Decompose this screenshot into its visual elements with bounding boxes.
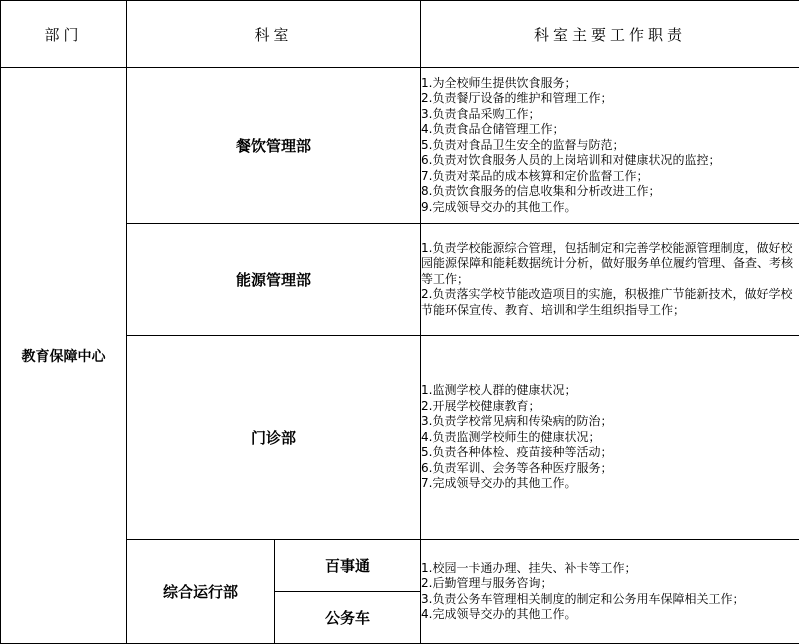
duty-item: 3.负责学校常见病和传染病的防治； [421,414,799,430]
duty-item: 2.负责餐厅设备的维护和管理工作； [421,91,799,107]
duties-dining [421,68,799,224]
sub-unit-official-car: 公务车 [275,592,421,644]
header-department: 部门 [1,1,127,68]
duty-item: 4.负责食品仓储管理工作； [421,122,799,138]
duty-item: 7.负责对菜品的成本核算和定价监督工作； [421,169,799,185]
duties-operations [421,540,799,644]
duty-item: 7.完成领导交办的其他工作。 [421,476,799,492]
header-office: 科室 [127,1,421,68]
sub-unit-baishitong: 百事通 [275,540,421,592]
department-name: 教育保障中心 [1,68,127,644]
duty-item: 4.负责监测学校师生的健康状况； [421,430,799,446]
duty-item: 1.负责学校能源综合管理，包括制定和完善学校能源管理制度，做好校园能源保障和能耗数据统计分析，做好服务单位履约管理、备查、考核等工作； [421,241,799,288]
duty-item: 3.负责食品采购工作； [421,107,799,123]
office-name-dining: 餐饮管理部 [127,68,421,224]
duty-item: 1.校园一卡通办理、挂失、补卡等工作； [421,561,799,577]
header-duties: 科室主要工作职责 [421,1,799,68]
duty-item: 1.监测学校人群的健康状况； [421,383,799,399]
duty-item: 5.负责对食品卫生安全的监督与防范； [421,138,799,154]
duty-item: 4.完成领导交办的其他工作。 [421,607,799,623]
duties-clinic [421,336,799,540]
duty-item: 3.负责公务车管理相关制度的制定和公务用车保障相关工作； [421,592,799,608]
duty-item: 5.负责各种体检、疫苗接种等活动； [421,445,799,461]
office-name-energy: 能源管理部 [127,224,421,336]
duty-item: 1.为全校师生提供饮食服务； [421,76,799,92]
header-row [1,1,799,68]
table-row-dining [1,68,799,224]
duty-item: 2.负责落实学校节能改造项目的实施，积极推广节能新技术，做好学校节能环保宣传、教育、培训和学生组织指导工作； [421,287,799,318]
duty-item: 6.负责军训、会务等各种医疗服务； [421,461,799,477]
duty-item: 2.后勤管理与服务咨询； [421,576,799,592]
office-name-operations: 综合运行部 [127,540,275,644]
duty-item: 8.负责饮食服务的信息收集和分析改进工作； [421,184,799,200]
duty-item: 9.完成领导交办的其他工作。 [421,200,799,216]
office-name-clinic: 门诊部 [127,336,421,540]
duty-item: 2.开展学校健康教育； [421,399,799,415]
duty-item: 6.负责对饮食服务人员的上岗培训和对健康状况的监控； [421,153,799,169]
duties-energy [421,224,799,336]
